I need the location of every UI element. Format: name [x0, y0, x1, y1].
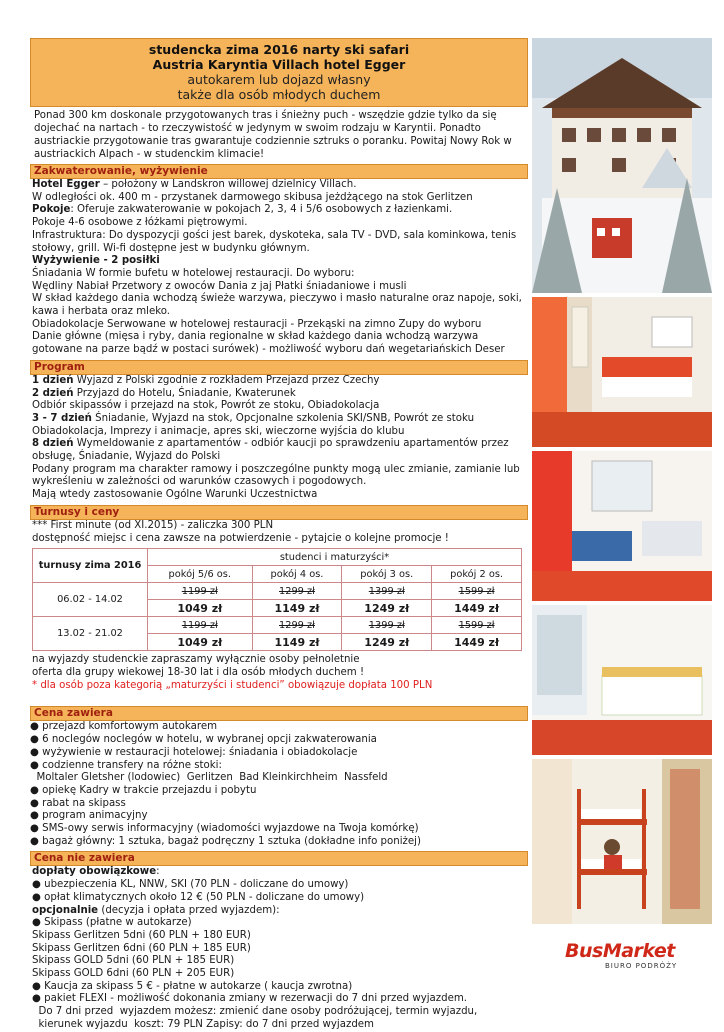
- group-header: studenci i maturzyści*: [148, 549, 522, 566]
- list-item: ● ubezpieczenia KL, NNW, SKI (70 PLN - doliczane do umowy): [32, 879, 349, 891]
- old-price: 1299 zł: [252, 617, 342, 634]
- breakfast-text: Śniadania W formie bufetu w hotelowej restauracji. Do wyboru:: [32, 267, 355, 279]
- rooms-label: Pokoje: [32, 204, 71, 216]
- breakfast-note: W skład każdego dania wchodzą świeże warzywa, pieczywo i masło naturalne oraz napoje, soki, kawa i herbata oraz mleko.: [32, 293, 522, 318]
- program-note: Podany program ma charakter ramowy i poszczególne punkty mogą ulec zmianie, zamianie lub wykreśleniu w zależności od warunków czasowych i pogodowych.: [32, 463, 520, 488]
- section-program-title: Program: [30, 360, 528, 375]
- program-day: 1 dzień Wyjazd z Polski zgodnie z rozkładem Przejazd przez Czechy: [32, 374, 380, 386]
- old-price: 1399 zł: [342, 583, 432, 600]
- list-item: ● SMS-owy serwis informacyjny (wiadomości wyjazdowe na Twoja komórkę): [30, 823, 419, 835]
- prices-intro: [30, 520, 528, 545]
- list-item: Moltaler Gletsher (lodowiec) Gerlitzen Bad Kleinkirchheim Nassfeld: [30, 772, 388, 784]
- offer-content: [30, 38, 528, 1032]
- list-item: Skipass Gerlitzen 6dni (60 PLN + 185 EUR): [32, 942, 251, 954]
- board-label: Wyżywienie - 2 posiłki: [32, 255, 160, 267]
- table-row: [33, 617, 522, 634]
- table-row: [33, 583, 522, 600]
- dinner-text: Obiadokolacje Serwowane w hotelowej restauracji - Przekąski na zimno Zupy do wyboru: [32, 318, 482, 330]
- hotel-distance: W odległości ok. 400 m - przystanek darmowego skibusa jeżdżącego na stok Gerlitzen: [32, 191, 473, 203]
- room-type-header: pokój 4 os.: [252, 566, 342, 583]
- list-item: Skipass GOLD 5dni (60 PLN + 185 EUR): [32, 955, 235, 967]
- row-dates: 06.02 - 14.02: [33, 583, 148, 617]
- rooms-bunk: Pokoje 4-6 osobowe z łóżkami piętrowymi.: [32, 217, 248, 229]
- list-item: Do 7 dni przed wyjazdem możesz: zmienić dane osoby podróżującej, termin wyjazdu,: [32, 1006, 478, 1018]
- list-item: ● przejazd komfortowym autokarem: [30, 721, 218, 733]
- list-item: ● program animacyjny: [30, 810, 148, 822]
- mandatory-label: dopłaty obowiązkowe: [32, 866, 157, 878]
- adults-only-note: na wyjazdy studenckie zapraszamy wyłącznie osoby pełnoletnie: [32, 654, 360, 666]
- includes-list: [30, 721, 528, 848]
- new-price: 1149 zł: [252, 600, 342, 617]
- list-item: ● opłat klimatycznych około 12 € (50 PLN - doliczane do umowy): [32, 891, 365, 903]
- row-dates: 13.02 - 21.02: [33, 617, 148, 651]
- section-accommodation-title: Zakwaterowanie, wyżywienie: [30, 164, 528, 179]
- turnusy-header: turnusy zima 2016: [33, 549, 148, 583]
- offer-header: [30, 38, 528, 107]
- old-price: 1199 zł: [148, 583, 253, 600]
- old-price: 1199 zł: [148, 617, 253, 634]
- offer-subtitle-line1: autokarem lub dojazd własny: [187, 72, 371, 87]
- list-item: ● pakiet FLEXI - możliwość dokonania zmiany w rezerwacji do 7 dni przed wyjazdem.: [32, 993, 468, 1005]
- section-excludes-title: Cena nie zawiera: [30, 851, 528, 866]
- new-price: 1149 zł: [252, 634, 342, 651]
- room-photo-3: [532, 605, 712, 755]
- program-day: Odbiór skipassów i przejazd na stok, Powrót ze stoku, Obiadokolacja: [32, 400, 380, 412]
- optional-label: opcjonalnie: [32, 904, 99, 916]
- list-item: ● rabat na skipass: [30, 797, 126, 809]
- new-price: 1049 zł: [148, 600, 253, 617]
- offer-title-line2: Austria Karyntia Villach hotel Egger: [152, 57, 406, 72]
- program-day: 3 - 7 dzień Śniadanie, Wyjazd na stok, Opcjonalne szkolenia SKI/SNB, Powrót ze stoku: [32, 412, 475, 424]
- old-price: 1599 zł: [432, 617, 522, 634]
- new-price: 1049 zł: [148, 634, 253, 651]
- hotel-exterior-photo: [532, 38, 712, 293]
- program-note: Mają wtedy zastosowanie Ogólne Warunki Uczestnictwa: [32, 489, 318, 501]
- new-price: 1449 zł: [432, 600, 522, 617]
- section-prices-title: Turnusy i ceny: [30, 505, 528, 520]
- surcharge-note: * dla osób poza kategorią „maturzyści i studenci” obowiązuje dopłata 100 PLN: [32, 679, 433, 691]
- intro-text: Ponad 300 km doskonale przygotowanych tras i śnieżny puch - wszędzie gdzie tylko da się dojechać na nartach - to rzeczywistość w jedynym w swoim rodzaju w Karyntii. Ponadto austriackie przygotowanie tras gwarantuje codziennie sztruks o poranku. Powitaj Nowy Rok w austriackich Alpach - w studenckim klimacie!: [34, 110, 512, 160]
- list-item: ● Skipass (płatne w autokarze): [32, 917, 192, 929]
- rooms-text: : Oferuje zakwaterowanie w pokojach 2, 3, 4 i 5/6 osobowych z łazienkami.: [70, 204, 453, 216]
- program-day: 2 dzień Przyjazd do Hotelu, Śniadanie, Kwaterunek: [32, 387, 296, 399]
- list-item: ● opiekę Kadry w trakcie przejazdu i pobytu: [30, 784, 257, 796]
- list-item: ● wyżywienie w restauracji hotelowej: śniadania i obiadokolacje: [30, 746, 358, 758]
- logo-subtitle: BIURO PODRÓŻY: [605, 962, 678, 970]
- old-price: 1399 zł: [342, 617, 432, 634]
- new-price: 1449 zł: [432, 634, 522, 651]
- accommodation-block: [30, 179, 528, 357]
- room-type-header: pokój 5/6 os.: [148, 566, 253, 583]
- infrastructure: Infrastruktura: Do dyspozycji gości jest barek, dyskoteka, sala TV - DVD, sala kominkowa, tenis stołowy, grill. Wi-fi dostępne jest w budynku głównym.: [32, 229, 517, 254]
- dinner-note: Danie główne (mięsa i ryby, dania regionalne w skład każdego dania wchodzą warzywa gotowane na parze bądź w postaci surówek) - możliwość wyboru dań wegetariańskich Deser: [32, 331, 505, 356]
- breakfast-items: Wędliny Nabiał Przetwory z owoców Dania z jaj Płatki śniadaniowe i musli: [32, 280, 407, 292]
- section-includes-title: Cena zawiera: [30, 706, 528, 721]
- optional-suffix: (decyzja i opłata przed wyjazdem):: [98, 904, 280, 916]
- price-table: [32, 548, 522, 651]
- room-type-header: pokój 3 os.: [342, 566, 432, 583]
- list-item: Skipass GOLD 6dni (60 PLN + 205 EUR): [32, 968, 235, 980]
- old-price: 1599 zł: [432, 583, 522, 600]
- logo-name: BusMarket: [565, 940, 675, 962]
- list-item: ● bagaż główny: 1 sztuka, bagaż podręczny 1 sztuka (dokładne info poniżej): [30, 835, 421, 847]
- room-photo-1: [532, 297, 712, 447]
- availability-note: dostępność miejsc i cena zawsze na potwierdzenie - pytajcie o kolejne promocje !: [32, 532, 449, 544]
- age-group-note: oferta dla grupy wiekowej 18-30 lat i dla osób młodych duchem !: [32, 666, 365, 678]
- excludes-block: dopłaty obowiązkowe: ● ubezpieczenia KL, NNW, SKI (70 PLN - doliczane do umowy) ● opłat klimatycznych około 12 € (50 PLN - doliczane do umowy) opcjonalnie (decyzja i opłata przed wyjazdem): ● Skipass (płatne w autokarze) Skipass Gerlitzen 5dni (60 PLN + 180 EUR) Skipass Gerlitzen 6dni (60 PLN + 185 EUR) Skipass GOLD 5dni (60 PLN + 185 EUR) Skipass GOLD 6dni (60 PLN + 205 EUR) ● Kaucja za skipass 5 € - płatne w autokarze ( kaucja zwrotna) ● pakiet FLEXI - możliwość dokonania zmiany w rezerwacji do 7 dni przed wyjazdem. Do 7 dni przed wyjazdem możesz: zmienić dane osoby podróżującej, termin wyjazdu, kierunek wyjazdu koszt: 79 PLN Zapisy: do 7 dni przed wyjazdem: [30, 866, 528, 1031]
- list-item: ● 6 noclegów noclegów w hotelu, w wybranej opcji zakwaterowania: [30, 734, 377, 746]
- old-price: 1299 zł: [252, 583, 342, 600]
- prices-after: [30, 654, 528, 692]
- hotel-name: Hotel Egger: [32, 179, 100, 190]
- program-block: [30, 375, 528, 502]
- new-price: 1249 zł: [342, 600, 432, 617]
- room-photo-4: [532, 759, 712, 924]
- program-day: 8 dzień Wymeldowanie z apartamentów - odbiór kaucji po sprawdzeniu apartamentów przez obsługę, Śniadanie, Wyjazd do Polski: [32, 438, 509, 463]
- list-item: Skipass Gerlitzen 5dni (60 PLN + 180 EUR): [32, 929, 251, 941]
- busmarket-logo: [565, 940, 690, 980]
- room-type-header: pokój 2 os.: [432, 566, 522, 583]
- list-item: ● codzienne transfery na różne stoki:: [30, 759, 222, 771]
- offer-title-line1: studencka zima 2016 narty ski safari: [148, 42, 410, 57]
- first-minute: *** First minute (od XI.2015) - zaliczka 300 PLN: [32, 519, 274, 531]
- room-photo-2: [532, 451, 712, 601]
- new-price: 1249 zł: [342, 634, 432, 651]
- list-item: ● Kaucja za skipass 5 € - płatne w autokarze ( kaucja zwrotna): [32, 980, 353, 992]
- hotel-description: – położony w Landskron willowej dzielnicy Villach.: [99, 179, 357, 190]
- offer-subtitle-line2: także dla osób młodych duchem: [177, 87, 381, 102]
- list-item: kierunek wyjazdu koszt: 79 PLN Zapisy: do 7 dni przed wyjazdem: [32, 1018, 374, 1030]
- program-day: Obiadokolacja, Imprezy i animacje, apres ski, wieczorne wyjścia do klubu: [32, 425, 405, 437]
